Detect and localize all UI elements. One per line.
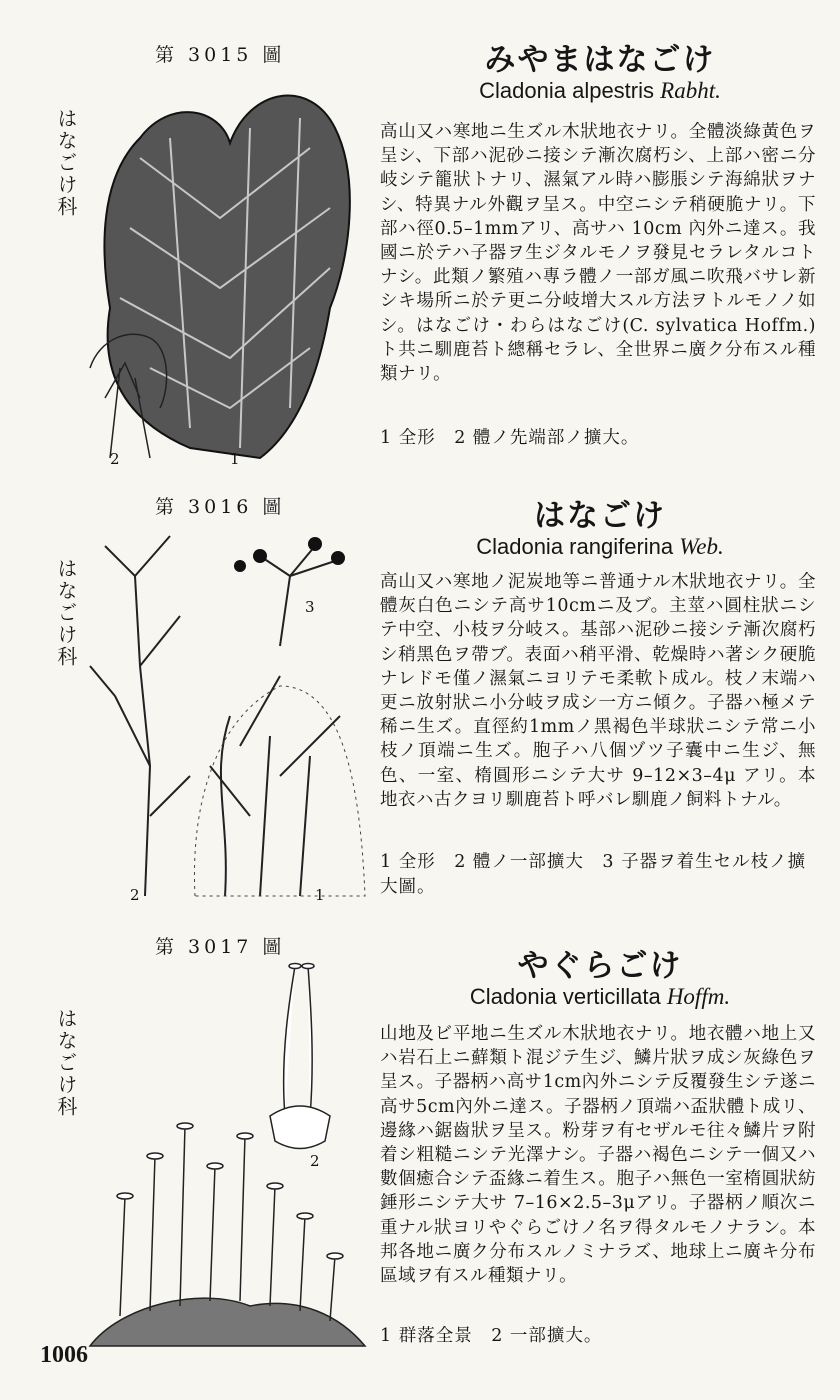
page-number: 1006 xyxy=(40,1342,88,1368)
illustration-label-2: 2 xyxy=(130,886,140,904)
authority: Rabht. xyxy=(660,78,721,103)
illustration-cladonia-alpestris xyxy=(80,68,370,468)
genus-species: Cladonia verticillata xyxy=(469,984,661,1009)
entry-3017 xyxy=(0,920,840,1360)
figure-number: 第 3016 圖 xyxy=(155,496,286,518)
genus-species: Cladonia rangiferina xyxy=(476,534,674,559)
illustration-label-2: 2 xyxy=(110,450,120,468)
family-label: はなごけ科 xyxy=(54,108,78,218)
figure-number: 第 3015 圖 xyxy=(155,44,286,66)
family-label: はなごけ科 xyxy=(54,558,78,668)
illustration-cladonia-rangiferina xyxy=(80,516,370,906)
figure-number: 第 3017 圖 xyxy=(155,936,286,958)
figure-caption: 1 全形 2 體ノ先端部ノ擴大。 xyxy=(380,428,640,448)
figure-caption: 1 全形 2 體ノ一部擴大 3 子器ヲ着生セル枝ノ擴大圖。 xyxy=(380,852,807,897)
scientific-name xyxy=(380,534,820,560)
illustration-label-3: 3 xyxy=(305,598,315,616)
authority: Hoffm. xyxy=(666,984,731,1009)
figure-caption: 1 群落全景 2 一部擴大。 xyxy=(380,1326,603,1346)
authority: Web. xyxy=(679,534,724,559)
illustration-cladonia-verticillata xyxy=(80,956,370,1356)
description: 山地及ビ平地ニ生ズル木狀地衣ナリ。地衣體ハ地上又ハ岩石上ニ蘚類ト混ジテ生ジ、鱗片狀ヲ成シ灰綠色ヲ呈ス。子器柄ハ高サ1cm內外ニシテ反覆發生シテ遂ニ高サ5cm內外ニ達ス。子器柄ノ頂端ハ盃狀體ト成リ、邊緣ハ鋸齒狀ヲ呈ス。粉芽ヲ有セザルモ往々鱗片ヲ附着シ粗糙ニシテ光澤ナシ。子器ハ褐色ニシテ一個又ハ數個癒合シテ盃緣ニ着生ス。胞子ハ無色一室楕圓狀紡錘形ニシテ大サ 7–16×2.5–3μアリ。子器柄ノ順次ニ重ナル狀ヨリやぐらごけノ名ヲ得タルモノナラン。本邦各地ニ廣ク分布スルノミナラズ、地球上ニ廣キ分布區域ヲ有スル種類ナリ。 xyxy=(380,1024,816,1287)
genus-species: Cladonia alpestris xyxy=(479,78,655,103)
illustration-label-2: 2 xyxy=(310,1152,320,1170)
illustration-label-1: 1 xyxy=(230,450,240,468)
entry-3016 xyxy=(0,480,840,910)
japanese-name: やぐらごけ xyxy=(517,948,683,984)
japanese-name: みやまはなごけ xyxy=(484,42,716,78)
description: 高山又ハ寒地ノ泥炭地等ニ普通ナル木狀地衣ナリ。全體灰白色ニシテ高サ10cmニ及ブ。主莖ハ圓柱狀ニシテ中空、小枝ヲ分岐ス。基部ハ泥砂ニ接シテ漸次腐朽シ稍黑色ヲ帶ブ。表面ハ稍平滑、乾燥時ハ著シク硬脆ナレドモ僅ノ濕氣ニヨリテモ柔軟ト成ル。枝ノ末端ハ更ニ放射狀ニ小分岐ヲ成シ一方ニ傾ク。子器ハ極メテ稀ニ生ズ。直徑約1mmノ黑褐色半球狀ニシテ常ニ小枝ノ頂端ニ生ズ。胞子ハ八個ヅツ子囊中ニ生ジ、無色、一室、楕圓形ニシテ大サ 9–12×3–4μ アリ。本地衣ハ古クヨリ馴鹿苔ト呼バレ馴鹿ノ飼料トナル。 xyxy=(380,572,816,810)
illustration-label-1: 1 xyxy=(315,886,325,904)
entry-3015 xyxy=(0,28,840,483)
scientific-name xyxy=(380,984,820,1010)
japanese-name: はなごけ xyxy=(534,498,666,534)
description: 高山又ハ寒地ニ生ズル木狀地衣ナリ。全體淡綠黃色ヲ呈シ、下部ハ泥砂ニ接シテ漸次腐朽シ、上部ハ密ニ分岐シテ籠狀トナリ、濕氣アル時ハ膨脹シテ海綿狀ヲナシ、特異ナル外觀ヲ呈ス。中空ニシテ稍硬脆ナリ。下部ハ徑0.5–1mmアリ、高サハ 10cm 內外ニ達ス。我國ニ於テハ子器ヲ生ジタルモノヲ發見セラレタルコトナシ。此類ノ繁殖ハ專ラ體ノ一部ガ風ニ吹飛バサレ新シキ場所ニ於テ更ニ分岐增大スル方法ヲトルモノノ如シ。はなごけ・わらはなごけ(C. sylvatica Hoffm.)ト共ニ馴鹿苔ト總稱セラレ、全世界ニ廣ク分布スル種類ナリ。 xyxy=(380,122,816,385)
scientific-name xyxy=(380,78,820,104)
family-label: はなごけ科 xyxy=(54,1008,78,1118)
